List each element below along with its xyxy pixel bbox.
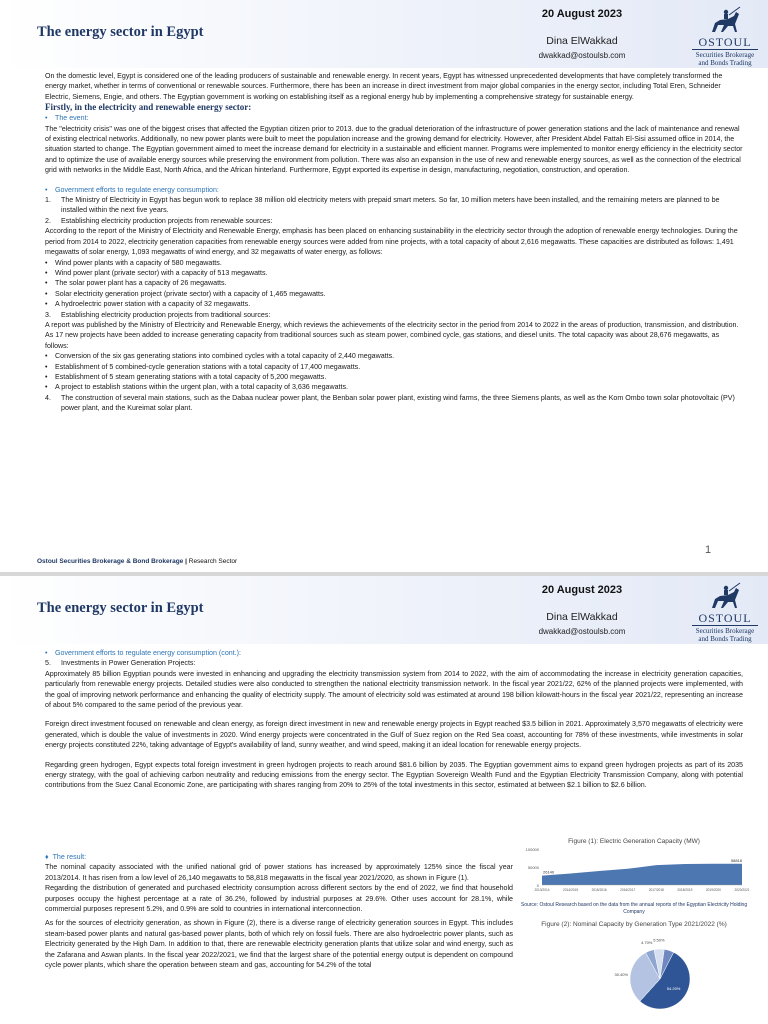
y-tick-label: 0: [536, 883, 539, 888]
pie-slice-label: 4.70%: [641, 939, 653, 945]
list-item: • Wind power plants with a capacity of 580 megawatts.: [45, 258, 743, 268]
data-label-first: 26140: [543, 869, 555, 875]
document-title: The energy sector in Egypt: [37, 24, 204, 40]
horse-rider-icon: [706, 6, 744, 36]
list-item-2: 2. Establishing electricity production projects from renewable sources:: [45, 216, 273, 225]
pie-slice-label: 5.50%: [653, 937, 665, 943]
page-number: 1: [705, 544, 712, 556]
report-date: 20 August 2023: [541, 584, 623, 596]
investment-paragraph: Approximately 85 billion Egyptian pounds were invested in enhancing and upgrading the electricity transmission system from 2014 to 2022, with the aim of accommodating the increase in electricity generation capacities, particularly from renewable energy projects. Detailed studies were also conducted to strengthen the national electricity transmission network. In the fiscal year 2021/22, 62% of the planned projects were implemented, with the goal of improving network performance and enhancing the quality of electricity supply. The amount of electricity sold was estimated at around 198 billion kilowatt-hours in the fiscal year 2021/22, representing an increase of about 5% compared to the same period of the previous year.: [45, 669, 743, 710]
data-label-last: 58818: [730, 857, 742, 863]
footer-company: Ostoul Securities Brokerage & Bond Brokerage: [37, 558, 184, 565]
list-item-1: 1. The Ministry of Electricity in Egypt has begun work to replace 38 million old electricity meters with prepaid smart meters. So far, 10 million meters have been installed, and the remaining meters are planned to be installed within the next five years.: [45, 196, 720, 215]
x-tick-label: 2013/2014: [534, 888, 550, 892]
x-tick-label: 2018/2019: [677, 888, 693, 892]
list-item: • The solar power plant has a capacity of 26 megawatts.: [45, 278, 743, 288]
gov-efforts-cont-label: • Government efforts to regulate energy consumption (cont.):: [45, 648, 743, 658]
page2-body: [45, 648, 743, 791]
logo-subtitle-line1: Securities Brokerage: [695, 51, 755, 59]
result-paragraph-3: As for the sources of electricity generation, as shown in Figure (2), there is a diverse range of electricity generation sources in Egypt. This includes steam-based power plants and natural gas-based power plants, both of which rely on fossil fuels. There are also hydroelectric power plants, such as Electricity generated by the High Dam. In addition to that, there are renewable electricity generation plants that utilize solar and wind energy, such as the Zafarana and Aswan plants. In the fiscal year 2022/2021, we find that the largest share of the potential energy output is dependent on compound cycle power plants, which share the operation between steam and gas, accounting for 54.2% of the total: [45, 919, 513, 970]
logo-subtitle: [692, 627, 758, 643]
author-email[interactable]: dwakkad@ostoulsb.com: [538, 627, 626, 636]
x-tick-label: 2014/2015: [563, 888, 579, 892]
result-paragraph-2: Regarding the distribution of generated and purchased electricity consumption across different sectors by the end of 2022, we find that household purposes occupy the highest percentage at a rate of 36.2%, followed by industrial purposes at 29.6%. Other uses account for 28.1%, while commercial purposes represent 5.2%, and 0.9% are sold to countries in international interconnection.: [45, 884, 513, 914]
horse-rider-icon: [706, 582, 744, 612]
logo-subtitle-line2: and Bonds Trading: [698, 59, 752, 67]
fdi-paragraph: Foreign direct investment focused on renewable and clean energy, as foreign direct investment in new and renewable energy projects in Egypt reached $3.5 billion in 2021. Approximately 3,570 megawatts of electricity were generated, which is double the value of investments in 2020. Wind energy projects were concentrated in the Gulf of Suez region on the Red Sea coast, accounting for 78% of these investments, while investments in solar energy projects constituted 22%, taking advantage of Egypt's availability of land, sunny weather, and wind speed, making it an ideal location for renewable energy projects.: [45, 720, 743, 750]
event-label: • The event:: [45, 113, 743, 123]
figure-1-title: Figure (1): Electric Generation Capacity (MW): [568, 838, 700, 845]
result-column: [45, 852, 513, 970]
logo-subtitle-line1: Securities Brokerage: [695, 627, 755, 635]
logo-subtitle-line2: and Bonds Trading: [698, 635, 752, 643]
result-label-text: The result:: [52, 853, 87, 861]
author-name: Dina ElWakkad: [546, 35, 618, 47]
ostoul-logo: [692, 6, 758, 68]
x-tick-label: 2015/2016: [591, 888, 607, 892]
page-2: [0, 576, 768, 1024]
renewable-paragraph: According to the report of the Ministry of Electricity and Renewable Energy, emphasis has been placed on enhancing sustainability in the electricity sector through the adoption of renewable energy technologies. During the period from 2014 to 2022, electricity generation capacities from renewable energy sources were added from nine projects, with a total capacity of about 2,616 megawatts. These capacities are distributed as follows: 1,491 megawatts of solar energy, 1,093 megawatts of wind energy, and 32 megawatts of water energy, as follows:: [45, 227, 738, 257]
list-item-3: 3. Establishing electricity production projects from traditional sources:: [45, 310, 271, 319]
section-title: Firstly, in the electricity and renewable energy sector:: [45, 102, 252, 113]
list-item-5-text: Investments in Power Generation Projects:: [61, 659, 196, 668]
result-paragraph-1: The nominal capacity associated with the unified national grid of power stations has increased by approximately 125% since the fiscal year 2013/2014. It has risen from a low level of 26,140 megawatts to 58,818 megawatts in the fiscal year 2021/2020, as shown in Figure (1).: [45, 863, 513, 882]
list-item: • Establishment of 5 combined-cycle generation stations with a total capacity of 17,400 megawatts.: [45, 362, 743, 372]
report-date: 20 August 2023: [541, 8, 623, 20]
y-tick-label: 100000: [525, 847, 539, 852]
hydrogen-paragraph: Regarding green hydrogen, Egypt expects total foreign investment in green hydrogen projects to reach around $81.6 billion by 2035. The Egyptian government aims to expand green hydrogen projects as part of its 2035 energy strategy, with the goal of achieving carbon neutrality and reducing emissions from the energy sector. The Egyptian Sovereign Wealth Fund and the Egyptian Electricity Transmission Company, along with potential contributions from the Suez Canal Economic Zone, are participating with shares ranging from 20% to 25% of the total investments in this sector, estimated at between $2.1 billion to $2.6 billion.: [45, 760, 743, 790]
list-item-2-text: Establishing electricity production projects from renewable sources:: [61, 216, 273, 225]
list-item: • A project to establish stations within the urgent plan, with a total capacity of 3,636 megawatts.: [45, 382, 743, 392]
list-item: • Wind power plant (private sector) with a capacity of 513 megawatts.: [45, 268, 743, 278]
author-name: Dina ElWakkad: [546, 611, 618, 623]
page-header: [0, 576, 768, 644]
page-header: [0, 0, 768, 68]
logo-name: OSTOUL: [692, 612, 758, 626]
traditional-paragraph: A report was published by the Ministry of Electricity and Renewable Energy, which reviews the achievements of the electricity sector in the period from 2014 to 2022 in the areas of production, transmission, and distribution. As 17 new projects have been added to increase generating capacity from traditional sources such as steam power, combined cycle, gas stations, and diesel units. The total capacity was about 28,676 megawatts, as follows:: [45, 320, 739, 350]
footer-sector: Research Sector: [188, 558, 238, 565]
figure-2: [520, 920, 748, 1024]
list-item-1-text: The Ministry of Electricity in Egypt has begun work to replace 38 million old electricity meters with prepaid smart meters. So far, 10 million meters have been installed, and the remaining meters are planned to be installed within the next five years.: [61, 196, 720, 215]
pie-slice-label: 30.40%: [614, 971, 629, 977]
list-item: • Solar electricity generation project (private sector) with a capacity of 1,465 megawatts.: [45, 289, 743, 299]
pie-slice-label: 54.20%: [666, 985, 681, 991]
footer-separator: |: [185, 558, 187, 565]
y-tick-label: 50000: [527, 865, 539, 870]
x-tick-label: 2016/2017: [620, 888, 636, 892]
x-tick-label: 2017/2018: [648, 888, 664, 892]
list-item-4: 4. The construction of several main stations, such as the Dabaa nuclear power plant, the Benban solar power plant, existing wind farms, the three Siemens plants, as well as the Kom Ombo town solar photovoltaic (PV) power plant, and the Kureimat solar plant.: [45, 393, 735, 413]
figure-1-chart: [520, 845, 748, 897]
figure-2-chart: [520, 929, 748, 1009]
logo-name: OSTOUL: [692, 36, 758, 50]
gov-efforts-label: • Government efforts to regulate energy consumption:: [45, 185, 743, 195]
figure-2-title: Figure (2): Nominal Capacity by Generation Type 2021/2022 (%): [541, 921, 727, 928]
x-tick-label: 2019/2020: [705, 888, 721, 892]
area-series: [542, 864, 742, 885]
x-tick-label: 2020/2021: [734, 888, 750, 892]
figure-1-source: Source: Ostoul Research based on the data from the annual reports of the Egyptian Electricity Holding Company: [520, 902, 748, 915]
result-label: ♦ The result:: [45, 853, 87, 861]
author-email[interactable]: dwakkad@ostoulsb.com: [538, 51, 626, 60]
logo-subtitle: [692, 51, 758, 67]
list-item-4-text: The construction of several main stations, such as the Dabaa nuclear power plant, the Benban solar power plant, existing wind farms, the three Siemens plants, as well as the Kom Ombo town solar photovoltaic (PV) power plant, and the Kureimat solar plant.: [61, 393, 735, 413]
event-paragraph: The "electricity crisis" was one of the biggest crises that affected the Egyptian citizen prior to 2013. due to the gradual deterioration of the infrastructure of power generation stations and the lack of maintenance and renewal of existing electrical networks. Additionally, no new power plants were built to meet the population increase and the growing demand for electricity. However, after President Abdel Fattah El-Sisi assumed office in 2014, the situation started to change. The Egyptian government aimed to meet the increase demand for electricity in a sustainable and efficient manner. Programs were implemented to monitor energy efficiency in the electricity sector and to optimize the use of available energy sources while preserving the environment from pollution. There was also an expansion in the use of new and renewable energy sources, as well as the connection of the electrical grid with networks in the Middle East, North Africa, and the African hinterland. Furthermore, Egypt exported its expertise in design, manufacturing, negotiation, construction, and operation.: [45, 124, 743, 175]
list-item-3-text: Establishing electricity production projects from traditional sources:: [61, 310, 271, 319]
list-item: • A hydroelectric power station with a capacity of 32 megawatts.: [45, 299, 743, 309]
ostoul-logo: [692, 582, 758, 644]
document-title: The energy sector in Egypt: [37, 600, 204, 616]
intro-paragraph: On the domestic level, Egypt is considered one of the leading producers of sustainable and renewable energy. In recent years, Egypt has witnessed unprecedented developments that have completely transformed the energy market, whether in terms of conventional or renewable sources. Furthermore, there has been an increase in direct investment from major global companies in the energy sector, including Total Eren, Schneider Electric, Siemens, Engie, and others. The Egyptian government is working on establishing itself as a regional energy hub by implementing a comprehensive strategy for sustainable energy.: [45, 72, 723, 101]
list-item: • Conversion of the six gas generating stations into combined cycles with a total capacity of 2,440 megawatts.: [45, 351, 743, 361]
page1-body: [45, 71, 743, 414]
list-item-5: 5. Investments in Power Generation Projects:: [45, 659, 196, 668]
list-item: • Establishment of 5 steam generating stations with a total capacity of 5,200 megawatts.: [45, 372, 743, 382]
page-footer: [37, 558, 237, 565]
